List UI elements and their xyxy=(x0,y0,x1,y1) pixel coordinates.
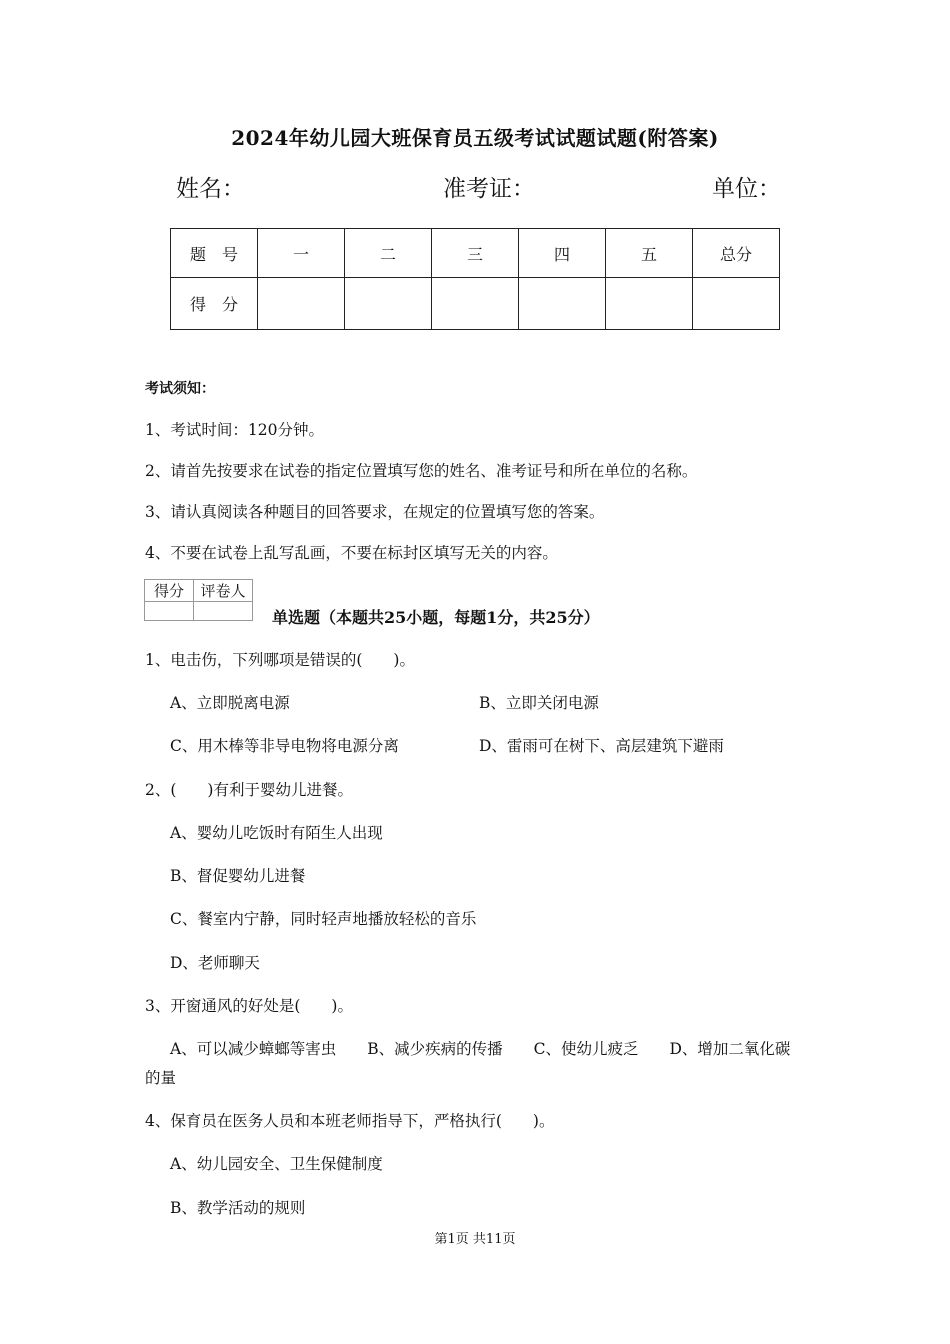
section-title: 单选题（本题共25小题，每题1分，共25分） xyxy=(272,608,600,627)
notice-item: 1、考试时间：120分钟。 xyxy=(145,421,324,439)
score-table-header-cell: 二 xyxy=(345,229,432,278)
option-c[interactable]: C、用木棒等非导电物将电源分离 xyxy=(170,737,399,755)
notice-item: 3、请认真阅读各种题目的回答要求，在规定的位置填写您的答案。 xyxy=(145,503,605,521)
score-cell[interactable] xyxy=(345,278,432,330)
score-table-header-cell: 五 xyxy=(606,229,693,278)
option-b[interactable]: B、督促婴幼儿进餐 xyxy=(170,867,306,885)
score-cell[interactable] xyxy=(606,278,693,330)
question-stem: 1、电击伤，下列哪项是错误的( )。 xyxy=(145,651,415,669)
score-cell[interactable] xyxy=(519,278,606,330)
grader-score-cell[interactable] xyxy=(145,602,194,621)
option-d[interactable]: D、雷雨可在树下、高层建筑下避雨 xyxy=(479,737,724,755)
grader-box xyxy=(144,579,253,621)
option-d[interactable]: D、老师聊天 xyxy=(170,954,260,972)
grader-reviewer-cell[interactable] xyxy=(194,602,253,621)
score-table-header-cell: 一 xyxy=(258,229,345,278)
option-b[interactable]: B、教学活动的规则 xyxy=(170,1199,306,1217)
unit-field-label[interactable]: 单位： xyxy=(712,176,781,202)
score-table-header-cell: 总分 xyxy=(693,229,780,278)
notice-title: 考试须知： xyxy=(145,381,215,397)
option-a[interactable]: A、婴幼儿吃饭时有陌生人出现 xyxy=(170,824,383,842)
option-a[interactable]: A、幼儿园安全、卫生保健制度 xyxy=(170,1155,383,1173)
question-stem: 2、( )有利于婴幼儿进餐。 xyxy=(145,781,353,799)
score-table-header-cell: 四 xyxy=(519,229,606,278)
score-table xyxy=(170,228,780,330)
page-footer: 第1页 共11页 xyxy=(434,1232,516,1247)
notice-item: 4、不要在试卷上乱写乱画，不要在标封区填写无关的内容。 xyxy=(145,544,558,562)
option-line[interactable]: A、可以减少蟑螂等害虫 B、减少疾病的传播 C、使幼儿疲乏 D、增加二氧化碳 xyxy=(170,1040,791,1058)
score-table-header-row xyxy=(171,229,780,278)
question-stem: 3、开窗通风的好处是( )。 xyxy=(145,997,353,1015)
document-title: 2024年幼儿园大班保育员五级考试试题试题(附答案) xyxy=(231,126,719,150)
score-table-score-row xyxy=(171,278,780,330)
option-c[interactable]: C、餐室内宁静，同时轻声地播放轻松的音乐 xyxy=(170,910,477,928)
score-row-label: 得 分 xyxy=(171,278,258,330)
exam-id-field-label[interactable]: 准考证： xyxy=(443,176,535,202)
candidate-fields xyxy=(0,170,950,204)
grader-reviewer-label: 评卷人 xyxy=(194,580,253,602)
score-table-header-cell: 题 号 xyxy=(171,229,258,278)
question-stem: 4、保育员在医务人员和本班老师指导下，严格执行( )。 xyxy=(145,1112,555,1130)
notice-item: 2、请首先按要求在试卷的指定位置填写您的姓名、准考证号和所在单位的名称。 xyxy=(145,462,698,480)
score-cell[interactable] xyxy=(693,278,780,330)
score-cell[interactable] xyxy=(258,278,345,330)
score-table-header-cell: 三 xyxy=(432,229,519,278)
option-b[interactable]: B、立即关闭电源 xyxy=(479,694,599,712)
option-line-wrap: 的量 xyxy=(145,1069,177,1087)
score-cell[interactable] xyxy=(432,278,519,330)
name-field-label[interactable]: 姓名： xyxy=(176,176,245,202)
grader-score-label: 得分 xyxy=(145,580,194,602)
option-a[interactable]: A、立即脱离电源 xyxy=(170,694,290,712)
